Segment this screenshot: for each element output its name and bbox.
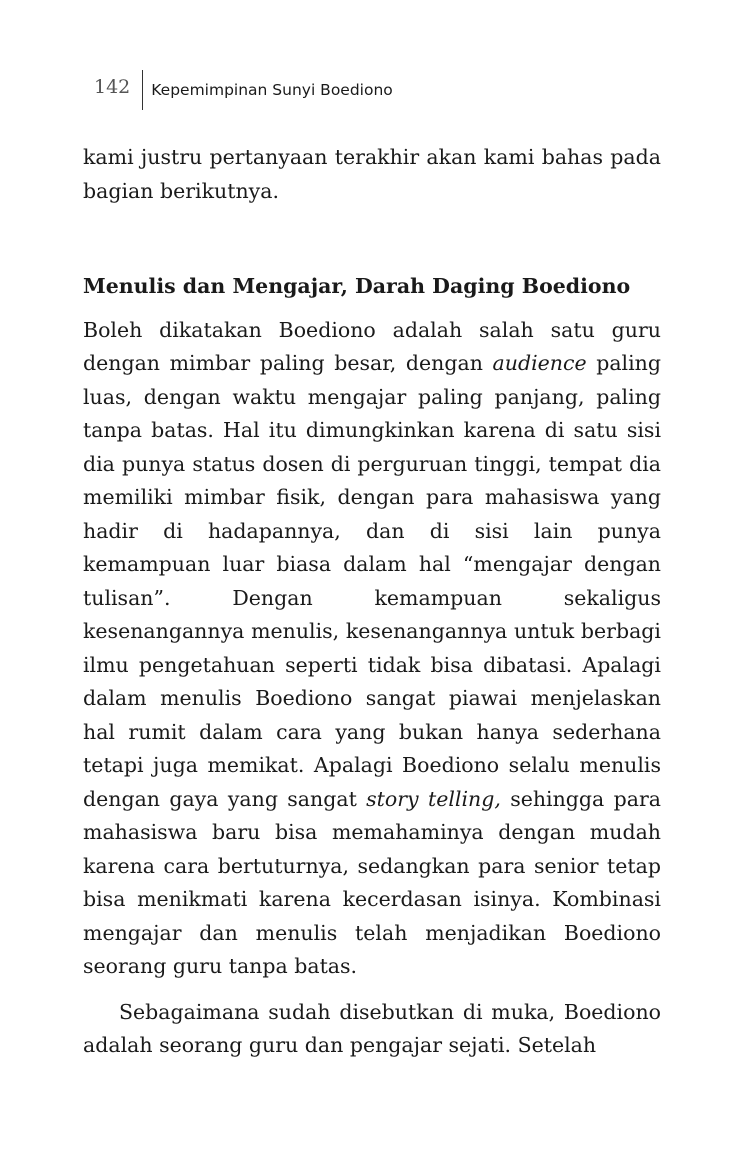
- paragraph-1-part-1: Boleh dikatakan Boediono adalah salah satu guru dengan mimbar paling besar, dengan: [83, 317, 661, 375]
- paragraph-1-part-2: paling luas, dengan waktu mengajar paling panjang, paling tanpa batas. Hal itu dimungkinkan karena di satu sisi dia punya status dosen di perguruan tinggi, tempat dia memiliki mimbar fisik, dengan para mahasiswa yang hadir di hadapannya, dan di sisi lain punya kemampuan luar biasa dalam hal “mengajar dengan tulisan”. Dengan kemampuan sekaligus kesenangannya menulis, kesenangannya untuk berbagi ilmu pengetahuan seperti tidak bisa dibatasi. Apalagi dalam menulis Boediono sangat piawai menjelaskan hal rumit dalam cara yang bukan hanya sederhana tetapi juga memikat. Apalagi Boediono selalu menulis dengan gaya yang sangat: [83, 351, 661, 811]
- paragraph-2: Sebagaimana sudah disebutkan di muka, Boediono adalah seorang guru dan pengajar sejati. Setelah: [83, 999, 661, 1057]
- paragraph-1-italic-story-telling: story telling,: [366, 786, 501, 811]
- paragraph-1-part-3: sehingga para mahasiswa baru bisa memahaminya dengan mudah karena cara bertuturnya, sedangkan para senior tetap bisa menikmati karena kecerdasan isinya. Kombinasi mengajar dan menulis telah menjadikan Boediono seorang guru tanpa batas.: [83, 786, 661, 978]
- page-body: [83, 141, 661, 1063]
- paragraph-1-italic-audience: audience: [492, 351, 587, 375]
- page-header: [94, 70, 393, 110]
- section-heading: Menulis dan Mengajar, Darah Daging Boediono: [83, 274, 631, 298]
- page-number: 142: [94, 76, 131, 98]
- paragraph-1: [83, 314, 661, 984]
- running-title: Kepemimpinan Sunyi Boediono: [151, 81, 393, 99]
- continuation-paragraph: kami justru pertanyaan terakhir akan kami bahas pada bagian berikutnya.: [83, 145, 661, 203]
